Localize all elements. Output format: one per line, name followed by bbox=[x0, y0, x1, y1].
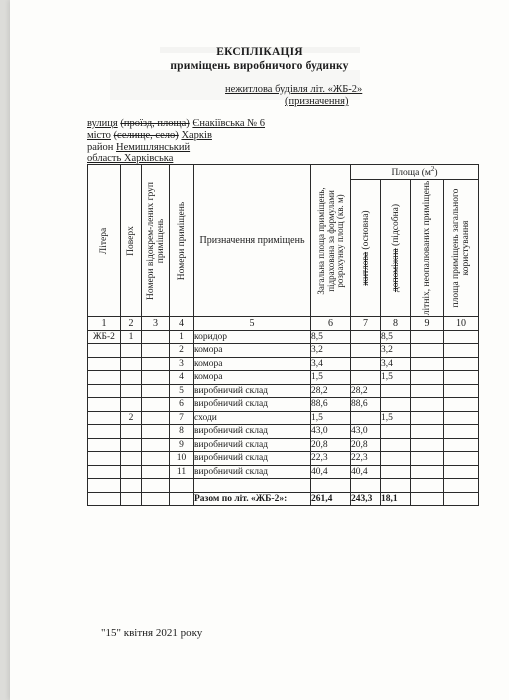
col-head-common: площа приміщень загального користування bbox=[444, 180, 479, 317]
row-room-number: 6 bbox=[170, 398, 194, 412]
row-purpose: виробничий склад bbox=[194, 452, 311, 466]
row-litera bbox=[88, 411, 121, 425]
row-group bbox=[142, 357, 170, 371]
row-total-area: 28,2 bbox=[311, 384, 351, 398]
row-floor bbox=[121, 425, 142, 439]
table-row bbox=[88, 398, 479, 412]
row-summer-area bbox=[411, 425, 444, 439]
col-number: 7 bbox=[351, 317, 381, 331]
row-summer-area bbox=[411, 438, 444, 452]
row-room-number: 5 bbox=[170, 384, 194, 398]
total-main: 243,3 bbox=[351, 492, 381, 506]
col-head-litera: Літера bbox=[88, 165, 121, 317]
row-litera bbox=[88, 344, 121, 358]
col-number: 6 bbox=[311, 317, 351, 331]
row-litera bbox=[88, 357, 121, 371]
explication-table bbox=[87, 164, 479, 506]
col-number: 1 bbox=[88, 317, 121, 331]
row-purpose: сходи bbox=[194, 411, 311, 425]
row-common-area bbox=[444, 411, 479, 425]
row-main-area: 20,8 bbox=[351, 438, 381, 452]
row-common-area bbox=[444, 398, 479, 412]
row-total-area: 43,0 bbox=[311, 425, 351, 439]
row-floor bbox=[121, 371, 142, 385]
col-number: 10 bbox=[444, 317, 479, 331]
row-main-area: 43,0 bbox=[351, 425, 381, 439]
row-group bbox=[142, 398, 170, 412]
row-litera bbox=[88, 398, 121, 412]
row-summer-area bbox=[411, 344, 444, 358]
total-aux: 18,1 bbox=[381, 492, 411, 506]
row-floor bbox=[121, 357, 142, 371]
row-litera bbox=[88, 465, 121, 479]
row-group bbox=[142, 344, 170, 358]
document-title: ЕКСПЛІКАЦІЯ bbox=[216, 46, 303, 58]
row-common-area bbox=[444, 371, 479, 385]
row-common-area bbox=[444, 438, 479, 452]
total-label: Разом по літ. «ЖБ-2»: bbox=[194, 492, 311, 506]
row-summer-area bbox=[411, 452, 444, 466]
row-main-area bbox=[351, 330, 381, 344]
table-row bbox=[88, 425, 479, 439]
table-row bbox=[88, 344, 479, 358]
col-head-room-numbers: Номери приміщень bbox=[170, 165, 194, 317]
col-number: 2 bbox=[121, 317, 142, 331]
row-total-area: 40,4 bbox=[311, 465, 351, 479]
building-designation: нежитлова будівля літ. «ЖБ-2» bbox=[225, 84, 363, 95]
row-litera bbox=[88, 425, 121, 439]
row-main-area: 88,6 bbox=[351, 398, 381, 412]
row-total-area: 1,5 bbox=[311, 411, 351, 425]
col-head-purpose: Призначення приміщень bbox=[194, 165, 311, 317]
row-group bbox=[142, 425, 170, 439]
row-summer-area bbox=[411, 330, 444, 344]
col-number: 9 bbox=[411, 317, 444, 331]
row-main-area: 28,2 bbox=[351, 384, 381, 398]
row-aux-area: 3,4 bbox=[381, 357, 411, 371]
table-row bbox=[88, 452, 479, 466]
row-room-number: 10 bbox=[170, 452, 194, 466]
row-common-area bbox=[444, 384, 479, 398]
col-number: 8 bbox=[381, 317, 411, 331]
row-litera bbox=[88, 438, 121, 452]
row-common-area bbox=[444, 452, 479, 466]
row-common-area bbox=[444, 425, 479, 439]
row-total-area: 1,5 bbox=[311, 371, 351, 385]
row-purpose: комора bbox=[194, 344, 311, 358]
row-room-number: 3 bbox=[170, 357, 194, 371]
row-purpose: виробничий склад bbox=[194, 398, 311, 412]
row-main-area bbox=[351, 357, 381, 371]
col-number: 5 bbox=[194, 317, 311, 331]
row-room-number: 8 bbox=[170, 425, 194, 439]
row-floor bbox=[121, 438, 142, 452]
row-aux-area: 8,5 bbox=[381, 330, 411, 344]
row-summer-area bbox=[411, 465, 444, 479]
table-row bbox=[88, 371, 479, 385]
document-date: "15" квітня 2021 року bbox=[101, 627, 203, 639]
row-purpose: виробничий склад bbox=[194, 425, 311, 439]
row-total-area: 3,2 bbox=[311, 344, 351, 358]
street-line bbox=[87, 118, 265, 129]
row-room-number: 4 bbox=[170, 371, 194, 385]
row-group bbox=[142, 411, 170, 425]
table-row bbox=[88, 438, 479, 452]
city-struck: (селище, село) bbox=[113, 130, 179, 141]
col-head-group-numbers: Номери відокрем-лених груп приміщень bbox=[142, 165, 170, 317]
city-prefix: місто bbox=[87, 130, 111, 141]
row-aux-area: 1,5 bbox=[381, 371, 411, 385]
row-purpose: коридор bbox=[194, 330, 311, 344]
row-main-area bbox=[351, 411, 381, 425]
col-head-main: житлова (основна) bbox=[351, 180, 381, 317]
row-group bbox=[142, 384, 170, 398]
row-aux-area bbox=[381, 425, 411, 439]
table-row bbox=[88, 411, 479, 425]
street-struck: (проїзд, площа) bbox=[120, 118, 190, 129]
total-row bbox=[88, 492, 479, 506]
row-summer-area bbox=[411, 411, 444, 425]
row-aux-area bbox=[381, 398, 411, 412]
table-body bbox=[88, 330, 479, 479]
row-total-area: 88,6 bbox=[311, 398, 351, 412]
table-row bbox=[88, 330, 479, 344]
row-aux-area: 3,2 bbox=[381, 344, 411, 358]
row-main-area: 22,3 bbox=[351, 452, 381, 466]
row-litera bbox=[88, 384, 121, 398]
row-room-number: 1 bbox=[170, 330, 194, 344]
row-common-area bbox=[444, 344, 479, 358]
row-common-area bbox=[444, 465, 479, 479]
row-common-area bbox=[444, 330, 479, 344]
row-main-area: 40,4 bbox=[351, 465, 381, 479]
purpose-note: (призначення) bbox=[285, 96, 349, 107]
row-group bbox=[142, 452, 170, 466]
row-room-number: 2 bbox=[170, 344, 194, 358]
row-floor bbox=[121, 452, 142, 466]
table-row bbox=[88, 357, 479, 371]
row-room-number: 11 bbox=[170, 465, 194, 479]
row-purpose: виробничий склад bbox=[194, 384, 311, 398]
row-main-area bbox=[351, 371, 381, 385]
row-summer-area bbox=[411, 398, 444, 412]
row-main-area bbox=[351, 344, 381, 358]
table-footer bbox=[88, 479, 479, 506]
row-summer-area bbox=[411, 357, 444, 371]
row-summer-area bbox=[411, 384, 444, 398]
row-room-number: 7 bbox=[170, 411, 194, 425]
row-group bbox=[142, 465, 170, 479]
col-head-summer: літніх, неопалюваних приміщень bbox=[411, 180, 444, 317]
row-litera: ЖБ-2 bbox=[88, 330, 121, 344]
row-purpose: виробничий склад bbox=[194, 438, 311, 452]
col-number: 4 bbox=[170, 317, 194, 331]
row-floor: 1 bbox=[121, 330, 142, 344]
row-floor: 2 bbox=[121, 411, 142, 425]
row-group bbox=[142, 438, 170, 452]
scan-left-edge bbox=[0, 0, 10, 700]
row-aux-area: 1,5 bbox=[381, 411, 411, 425]
row-purpose: комора bbox=[194, 371, 311, 385]
col-number: 3 bbox=[142, 317, 170, 331]
col-head-area-group: Площа $(м^2)$ bbox=[351, 165, 479, 180]
col-head-floor: Поверх bbox=[121, 165, 142, 317]
row-floor bbox=[121, 465, 142, 479]
spacer-row bbox=[88, 479, 479, 493]
col-head-total-area: Загальна площа приміщень, підрахована за формулами розрахунку площ (кв. м) bbox=[311, 165, 351, 317]
district-value: Немишлянський bbox=[116, 142, 191, 153]
table-row bbox=[88, 465, 479, 479]
col-head-aux: допоміжна (підсобна) bbox=[381, 180, 411, 317]
row-common-area bbox=[444, 357, 479, 371]
row-total-area: 3,4 bbox=[311, 357, 351, 371]
row-purpose: комора bbox=[194, 357, 311, 371]
table-row bbox=[88, 384, 479, 398]
row-total-area: 20,8 bbox=[311, 438, 351, 452]
row-litera bbox=[88, 452, 121, 466]
row-aux-area bbox=[381, 452, 411, 466]
city-value: Харків bbox=[181, 130, 212, 141]
city-line bbox=[87, 130, 212, 141]
district-line bbox=[87, 142, 190, 153]
row-litera bbox=[88, 371, 121, 385]
row-summer-area bbox=[411, 371, 444, 385]
row-floor bbox=[121, 344, 142, 358]
row-floor bbox=[121, 398, 142, 412]
row-purpose: виробничий склад bbox=[194, 465, 311, 479]
row-room-number: 9 bbox=[170, 438, 194, 452]
row-aux-area bbox=[381, 384, 411, 398]
street-value: Єнакіївська № 6 bbox=[192, 118, 266, 129]
row-group bbox=[142, 371, 170, 385]
row-total-area: 8,5 bbox=[311, 330, 351, 344]
total-area: 261,4 bbox=[311, 492, 351, 506]
row-aux-area bbox=[381, 438, 411, 452]
column-number-row bbox=[88, 317, 479, 331]
row-total-area: 22,3 bbox=[311, 452, 351, 466]
row-aux-area bbox=[381, 465, 411, 479]
row-group bbox=[142, 330, 170, 344]
document-subtitle: приміщень виробничого будинку bbox=[170, 60, 349, 72]
district-prefix: район bbox=[87, 142, 114, 153]
region-line: область Харківська bbox=[87, 153, 174, 164]
row-floor bbox=[121, 384, 142, 398]
street-prefix: вулиця bbox=[87, 118, 118, 129]
table-header-row bbox=[88, 165, 479, 180]
